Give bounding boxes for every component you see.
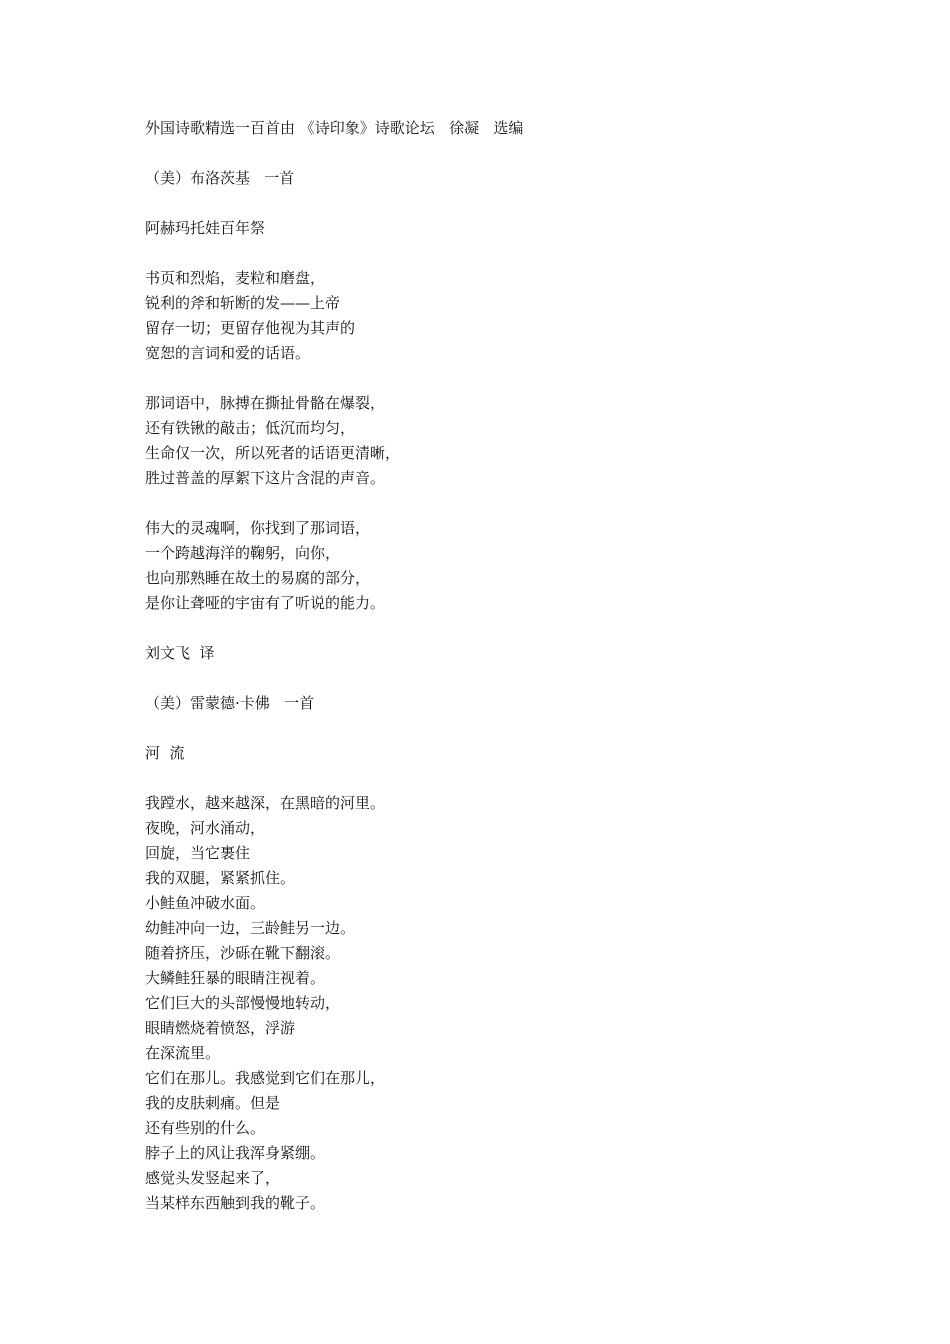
poem2-body: [145, 791, 845, 1216]
document-page: [145, 116, 845, 1216]
poem-line: 留存一切；更留存他视为其声的: [145, 319, 356, 337]
poem1-stanza-2: [145, 391, 845, 491]
poem-line: 我蹚水，越来越深，在黑暗的河里。: [145, 794, 386, 812]
poem-line: 在深流里。: [145, 1044, 221, 1062]
poem-line: 我的皮肤刺痛。但是: [145, 1094, 281, 1112]
poem-line: 它们巨大的头部慢慢地转动，: [145, 994, 341, 1012]
poem-line: 眼睛燃烧着愤怒，浮游: [145, 1019, 296, 1037]
poem2-title: 河 流: [145, 744, 185, 762]
poem-line: 还有铁锹的敲击；低沉而均匀，: [145, 419, 356, 437]
poem-line: 它们在那儿。我感觉到它们在那儿，: [145, 1069, 386, 1087]
poem-line: 随着挤压，沙砾在靴下翻滚。: [145, 944, 341, 962]
poem1-title: 阿赫玛托娃百年祭: [145, 219, 266, 237]
poem-line: 小鲑鱼冲破水面。: [145, 894, 266, 912]
poem-line: 伟大的灵魂啊，你找到了那词语，: [145, 519, 371, 537]
poem-line: 幼鲑冲向一边，三龄鲑另一边。: [145, 919, 356, 937]
document-header: 外国诗歌精选一百首由 《诗印象》诗歌论坛 徐凝 选编: [145, 119, 524, 137]
poem-line: 感觉头发竖起来了，: [145, 1169, 281, 1187]
poem1-stanza-1: [145, 266, 845, 366]
poem-line: 生命仅一次，所以死者的话语更清晰，: [145, 444, 401, 462]
poem2-author: （美）雷蒙德·卡佛 一首: [145, 694, 315, 712]
poem-line: 那词语中，脉搏在撕扯骨骼在爆裂，: [145, 394, 386, 412]
poem-line: 当某样东西触到我的靴子。: [145, 1194, 326, 1212]
poem1-stanza-3: [145, 516, 845, 616]
poem-line: 我的双腿，紧紧抓住。: [145, 869, 296, 887]
poem-line: 锐利的斧和斩断的发——上帝: [145, 294, 341, 312]
poem-line: 夜晚，河水涌动，: [145, 819, 266, 837]
poem-line: 大鳞鲑狂暴的眼睛注视着。: [145, 969, 326, 987]
poem1-author: （美）布洛茨基 一首: [145, 169, 295, 187]
poem-line: 回旋，当它裹住: [145, 844, 251, 862]
poem-line: 宽恕的言词和爱的话语。: [145, 344, 311, 362]
poem-line: 脖子上的风让我浑身紧绷。: [145, 1144, 326, 1162]
poem-line: 是你让聋哑的宇宙有了听说的能力。: [145, 594, 386, 612]
poem-line: 也向那熟睡在故土的易腐的部分，: [145, 569, 371, 587]
poem-line: 胜过普盖的厚絮下这片含混的声音。: [145, 469, 386, 487]
poem-line: 书页和烈焰，麦粒和磨盘，: [145, 269, 326, 287]
poem-line: 一个跨越海洋的鞠躬，向你，: [145, 544, 341, 562]
poem-line: 还有些别的什么。: [145, 1119, 266, 1137]
poem1-translator: 刘文飞 译: [145, 644, 215, 662]
